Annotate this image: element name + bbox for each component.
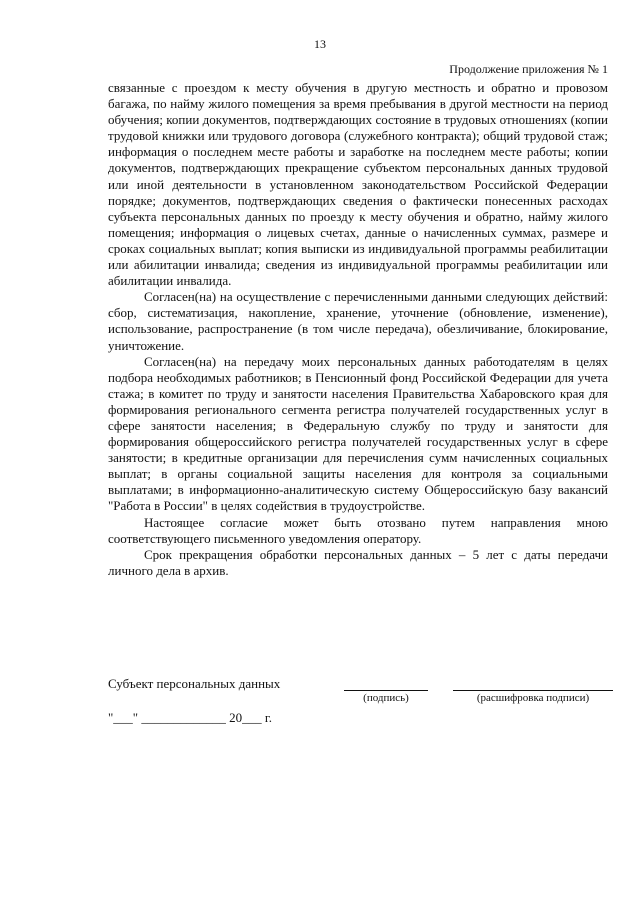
signature-caption: (подпись) bbox=[363, 692, 409, 704]
signature-decoding-line bbox=[453, 690, 613, 691]
paragraph-revocation: Настоящее согласие может быть отозвано путем направления мною соответствующего письменного уведомления оператору. bbox=[108, 514, 608, 546]
paragraph-consent-actions: Согласен(на) на осуществление с перечисленными данными следующих действий: сбор, систематизация, накопление, хранение, уточнение (обновление, изменение), использование, распространение (в том числе передача), обезличивание, блокирование, уничтожение. bbox=[108, 289, 608, 353]
consent-body bbox=[108, 80, 608, 579]
paragraph-consent-transfer: Согласен(на) на передачу моих персональных данных работодателям в целях подбора необходимых работников; в Пенсионный фонд Российской Федерации для учета стажа; в комитет по труду и занятости населения Правительства Хабаровского края для формирования регионального сегмента регистра получателей государственных услуг в сфере занятости населения; в Федеральную службу по труду и занятости для формирования общероссийского регистра получателей государственных услуг в сфере занятости; в кредитные организации для перечисления сумм начисленных социальных выплат; в органы социальной защиты населения для контроля за социальными выплатами; в информационно-аналитическую систему Общероссийскую базу вакансий "Работа в России" в целях содействия в трудоустройстве. bbox=[108, 353, 608, 514]
signature-line bbox=[344, 690, 428, 691]
date-line: "___" _____________ 20___ г. bbox=[108, 710, 272, 725]
appendix-label: Продолжение приложения № 1 bbox=[449, 62, 608, 76]
page-number: 13 bbox=[314, 37, 326, 51]
subject-label: Субъект персональных данных bbox=[108, 676, 281, 691]
paragraph-continuation: связанные с проездом к месту обучения в другую местность и обратно и провозом багажа, по найму жилого помещения за время пребывания в другой местности на период обучения; копии документов, подтверждающих состояние в трудовых отношениях (копии трудовой книжки или трудового договора (служебного контракта); общий трудовой стаж; информация о последнем месте работы и заработке на последнем месте работы; копии документов, подтверждающих прекращение субъектом персональных данных трудовой или иной деятельности в установленном законодательством Российской Федерации порядке; документов, подтверждающих сведения о фактически понесенных расходах субъекта персональных данных по проезду к месту обучения и обратно, найму жилого помещения; информация о лицевых счетах, данные о начисленных суммах, размере и сроках социальных выплат; копия выписки из индивидуальной программы реабилитации или абилитации инвалида; сведения из индивидуальной программы реабилитации или абилитации инвалида. bbox=[108, 80, 608, 289]
paragraph-retention-term: Срок прекращения обработки персональных данных – 5 лет с даты передачи личного дела в архив. bbox=[108, 546, 608, 578]
decoding-caption: (расшифровка подписи) bbox=[476, 692, 590, 704]
